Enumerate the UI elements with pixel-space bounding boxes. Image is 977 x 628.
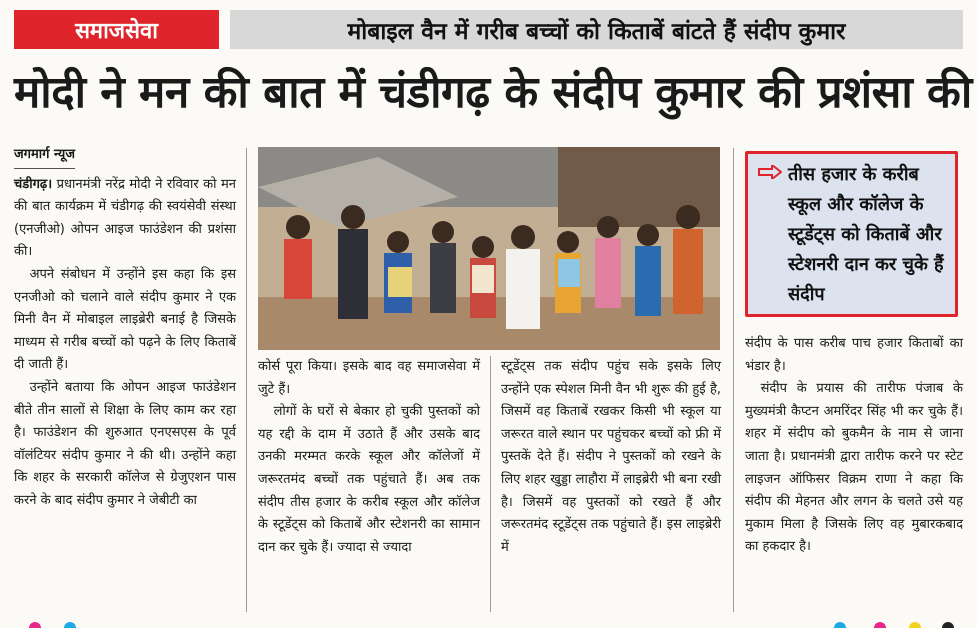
- kicker-headline: मोबाइल वैन में गरीब बच्चों को किताबें बांटते हैं संदीप कुमार: [230, 10, 963, 49]
- article-column-2: [258, 356, 480, 559]
- article-column-1: [14, 144, 236, 513]
- arrow-right-icon: [758, 165, 782, 179]
- byline: जगमार्ग न्यूज: [14, 144, 75, 169]
- paragraph: स्टूडेंट्स तक संदीप पहुंच सके इसके लिए उन्होंने एक स्पेशल मिनी वैन भी शुरू की हुई है, जिसमें वह किताबें रखकर किसी भी स्कूल या जरूरत वाले स्थान पर पहुंचकर बच्चों को फ्री में पुस्तकें देते हैं। संदीप ने पुस्तकों को रखने के लिए शहर खुड्डा लाहौरा में लाइब्रेरी भी बना रखी है। जिसमें वह पुस्तकों को रखते हैं और जरूरतमंद स्टूडेंट्स तक पहुंचाते हैं। इस लाइब्रेरी में: [501, 359, 721, 555]
- article-column-4: [745, 333, 963, 559]
- pull-quote-text: तीस हजार के करीब स्कूल और कॉलेज के स्टूडेंट्स को किताबें और स्टेशनरी दान कर चुके हैं संदीप: [788, 164, 944, 305]
- paragraph: उन्होंने बताया कि ओपन आइज फाउंडेशन बीते तीन सालों से शिक्षा के लिए काम कर रहा है। फाउंडेशन की शुरुआत एनएसएस के पूर्व वॉलंटियर संदीप कुमार ने की थी। उन्होंने कहा कि शहर के सरकारी कॉलेज से ग्रेजुएशन पास करने के बाद संदीप कुमार ने जेबीटी का: [14, 379, 236, 508]
- column-divider: [490, 356, 491, 612]
- paragraph: अपने संबोधन में उन्होंने इस कहा कि इस एनजीओ को चलाने वाले संदीप कुमार ने एक मिनी वैन में मोबाइल लाइब्रेरी बनाई है जिसके माध्यम से गरीब बच्चों को पढ़ने के लिए किताबें दी जाती हैं।: [14, 266, 236, 373]
- dateline: चंडीगढ़।: [14, 176, 53, 192]
- column-divider: [246, 148, 247, 612]
- paragraph: कोर्स पूरा किया। इसके बाद वह समाजसेवा में जुटे हैं।: [258, 359, 480, 397]
- article-column-3: [501, 356, 721, 559]
- paragraph: संदीप के पास करीब पाच हजार किताबों का भंडार है।: [745, 336, 963, 374]
- section-tag: समाजसेवा: [14, 10, 219, 49]
- paragraph: संदीप के प्रयास की तारीफ पंजाब के मुख्यमंत्री कैप्टन अमरिंदर सिंह भी कर चुके हैं। शहर में संदीप को बुकमैन के नाम से जाना जाता है। प्रधानमंत्री द्वारा तारीफ करने पर स्टेट लाइजन ऑफिसर विक्रम राणा ने कहा कि संदीप की मेहनत और लगन के चलते उसे यह मुकाम मिला है जिसके लिए वह मुबारकबाद का हकदार है।: [745, 381, 963, 555]
- main-headline: मोदी ने मन की बात में चंडीगढ़ के संदीप कुमार की प्रशंसा की: [14, 67, 972, 118]
- pull-quote-box: [745, 151, 958, 317]
- paragraph-text: प्रधानमंत्री नरेंद्र मोदी ने रविवार को मन की बात कार्यक्रम में चंडीगढ़ की स्वयंसेवी संस्था (एनजीओ) ओपन आइज फाउंडेशन की प्रशंसा की।: [14, 176, 236, 260]
- print-registration-marks: [0, 618, 977, 628]
- paragraph: [14, 174, 236, 264]
- column-divider: [733, 148, 734, 612]
- news-photo: [258, 147, 720, 350]
- children-with-books-image: [258, 147, 720, 350]
- paragraph: लोगों के घरों से बेकार हो चुकी पुस्तकों को यह रद्दी के दाम में उठाते हैं और उसके बाद उनकी मरम्मत करके स्कूल और कॉलेजों में जरूरतमंद बच्चों तक पहुंचाते हैं। अब तक संदीप तीस हजार के करीब स्कूल और कॉलेज के स्टूडेंट्स को किताबें और स्टेशनरी का सामान दान कर चुके हैं। ज्यादा से ज्यादा: [258, 404, 480, 555]
